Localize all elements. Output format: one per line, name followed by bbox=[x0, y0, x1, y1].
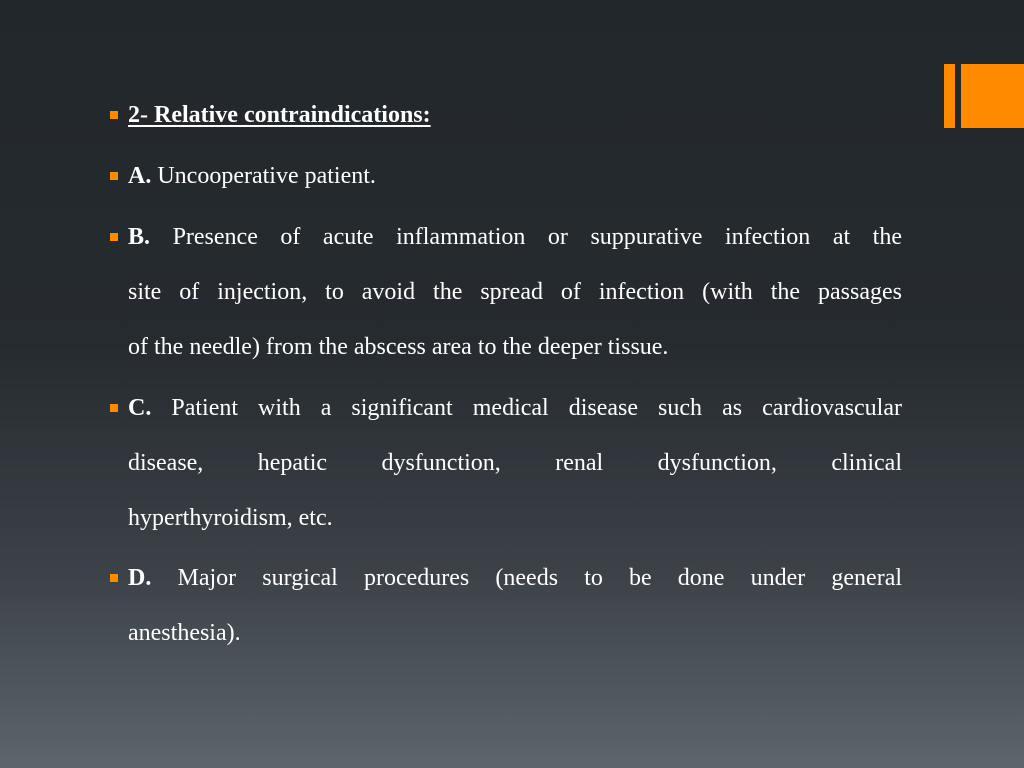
list-item-text bbox=[128, 381, 902, 546]
list-item-text bbox=[128, 88, 902, 143]
item-letter: C. bbox=[128, 395, 152, 421]
item-line-2: disease, hepatic dysfunction, renal dysfunction, clinical bbox=[128, 450, 902, 476]
square-bullet-icon bbox=[110, 111, 118, 119]
item-line: Uncooperative patient. bbox=[157, 163, 376, 189]
item-letter: D. bbox=[128, 565, 152, 591]
square-bullet-icon bbox=[110, 233, 118, 241]
item-line: Patient with a significant medical disease such as cardiovascular bbox=[171, 395, 902, 421]
list-item-text bbox=[128, 551, 902, 661]
item-line-1 bbox=[128, 210, 902, 265]
item-line-2: anesthesia). bbox=[128, 620, 241, 646]
item-letter: A. bbox=[128, 163, 152, 189]
item-line-3: hyperthyroidism, etc. bbox=[128, 505, 333, 531]
list-item-text bbox=[128, 149, 902, 204]
item-letter: B. bbox=[128, 224, 151, 250]
square-bullet-icon bbox=[110, 404, 118, 412]
accent-bar-wide bbox=[961, 64, 1024, 128]
square-bullet-icon bbox=[110, 172, 118, 180]
item-line: Major surgical procedures (needs to be done under general bbox=[177, 565, 903, 591]
item-line-3: of the needle) from the abscess area to the deeper tissue. bbox=[128, 334, 669, 360]
item-line: Presence of acute inflammation or suppurative infection at the bbox=[172, 224, 902, 250]
item-line-1 bbox=[128, 381, 902, 436]
item-line-1 bbox=[128, 551, 902, 606]
accent-bar-thin bbox=[944, 64, 955, 128]
item-line-2: site of injection, to avoid the spread of infection (with the passages bbox=[128, 279, 902, 305]
section-heading: 2- Relative contraindications: bbox=[128, 102, 431, 128]
list-item-text bbox=[128, 210, 902, 375]
square-bullet-icon bbox=[110, 574, 118, 582]
